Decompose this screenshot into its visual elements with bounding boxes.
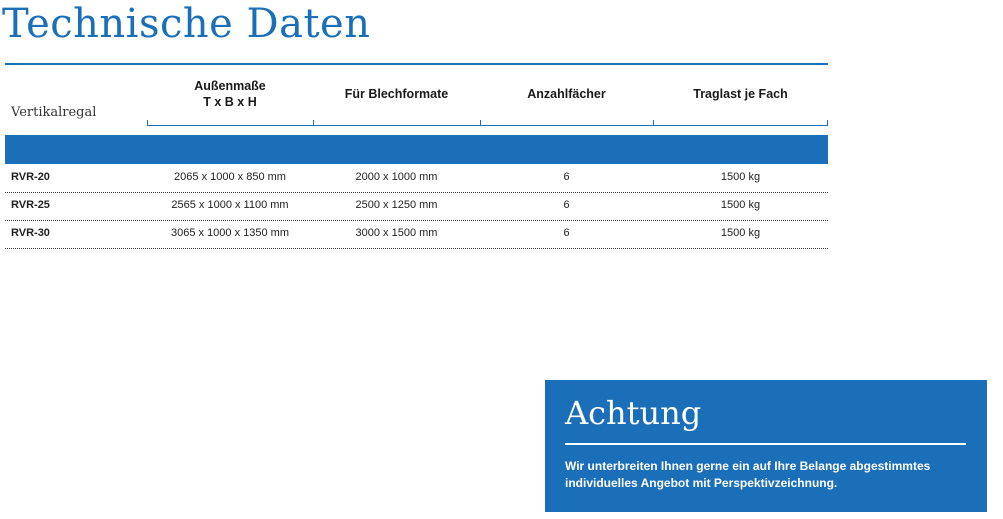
column-header-dimensions-line2: T x B x H <box>203 95 257 109</box>
column-header-load <box>653 86 828 102</box>
page-title: Technische Daten <box>2 1 371 47</box>
header-underline <box>147 125 828 126</box>
row-model: RVR-25 <box>11 199 50 211</box>
column-header-sheet-formats-text: Für Blechformate <box>344 87 449 101</box>
notice-box <box>545 380 987 512</box>
row-compartments: 6 <box>563 171 570 183</box>
column-header-load-text: Traglast je Fach <box>693 87 788 101</box>
row-compartments: 6 <box>563 199 570 211</box>
header-tick <box>827 120 828 126</box>
column-header-compartments <box>480 86 653 102</box>
column-header-compartments-text: Anzahlfächer <box>527 87 606 101</box>
notice-title: Achtung <box>565 394 702 432</box>
column-header-dimensions <box>147 78 313 110</box>
column-header-dimensions-line1: Außenmaße <box>194 79 266 93</box>
row-dimensions: 3065 x 1000 x 1350 mm <box>170 227 290 239</box>
table-row <box>5 192 828 221</box>
header-tick <box>480 120 481 126</box>
row-dimensions: 2565 x 1000 x 1100 mm <box>171 199 289 211</box>
row-load: 1500 kg <box>720 171 761 183</box>
header-tick <box>653 120 654 126</box>
row-load: 1500 kg <box>720 227 761 239</box>
row-sheet-format: 2000 x 1000 mm <box>355 171 438 183</box>
row-model: RVR-20 <box>11 171 50 183</box>
notice-divider <box>565 443 966 445</box>
title-divider <box>5 63 828 65</box>
column-header-sheet-formats <box>313 86 480 102</box>
table-header-band <box>5 135 828 164</box>
table-row <box>5 220 828 249</box>
header-tick <box>313 120 314 126</box>
row-sheet-format: 3000 x 1500 mm <box>355 227 438 239</box>
table-row <box>5 164 828 193</box>
row-sheet-format: 2500 x 1250 mm <box>355 199 438 211</box>
row-dimensions: 2065 x 1000 x 850 mm <box>174 171 286 183</box>
notice-text: Wir unterbreiten Ihnen gerne ein auf Ihre Belange abgestimmtes individuelles Angebot mit Perspektivzeichnung. <box>565 459 931 490</box>
row-compartments: 6 <box>563 227 570 239</box>
row-load: 1500 kg <box>720 199 761 211</box>
row-header-label: Vertikalregal <box>11 105 97 120</box>
row-model: RVR-30 <box>11 227 50 239</box>
header-tick <box>147 120 148 126</box>
